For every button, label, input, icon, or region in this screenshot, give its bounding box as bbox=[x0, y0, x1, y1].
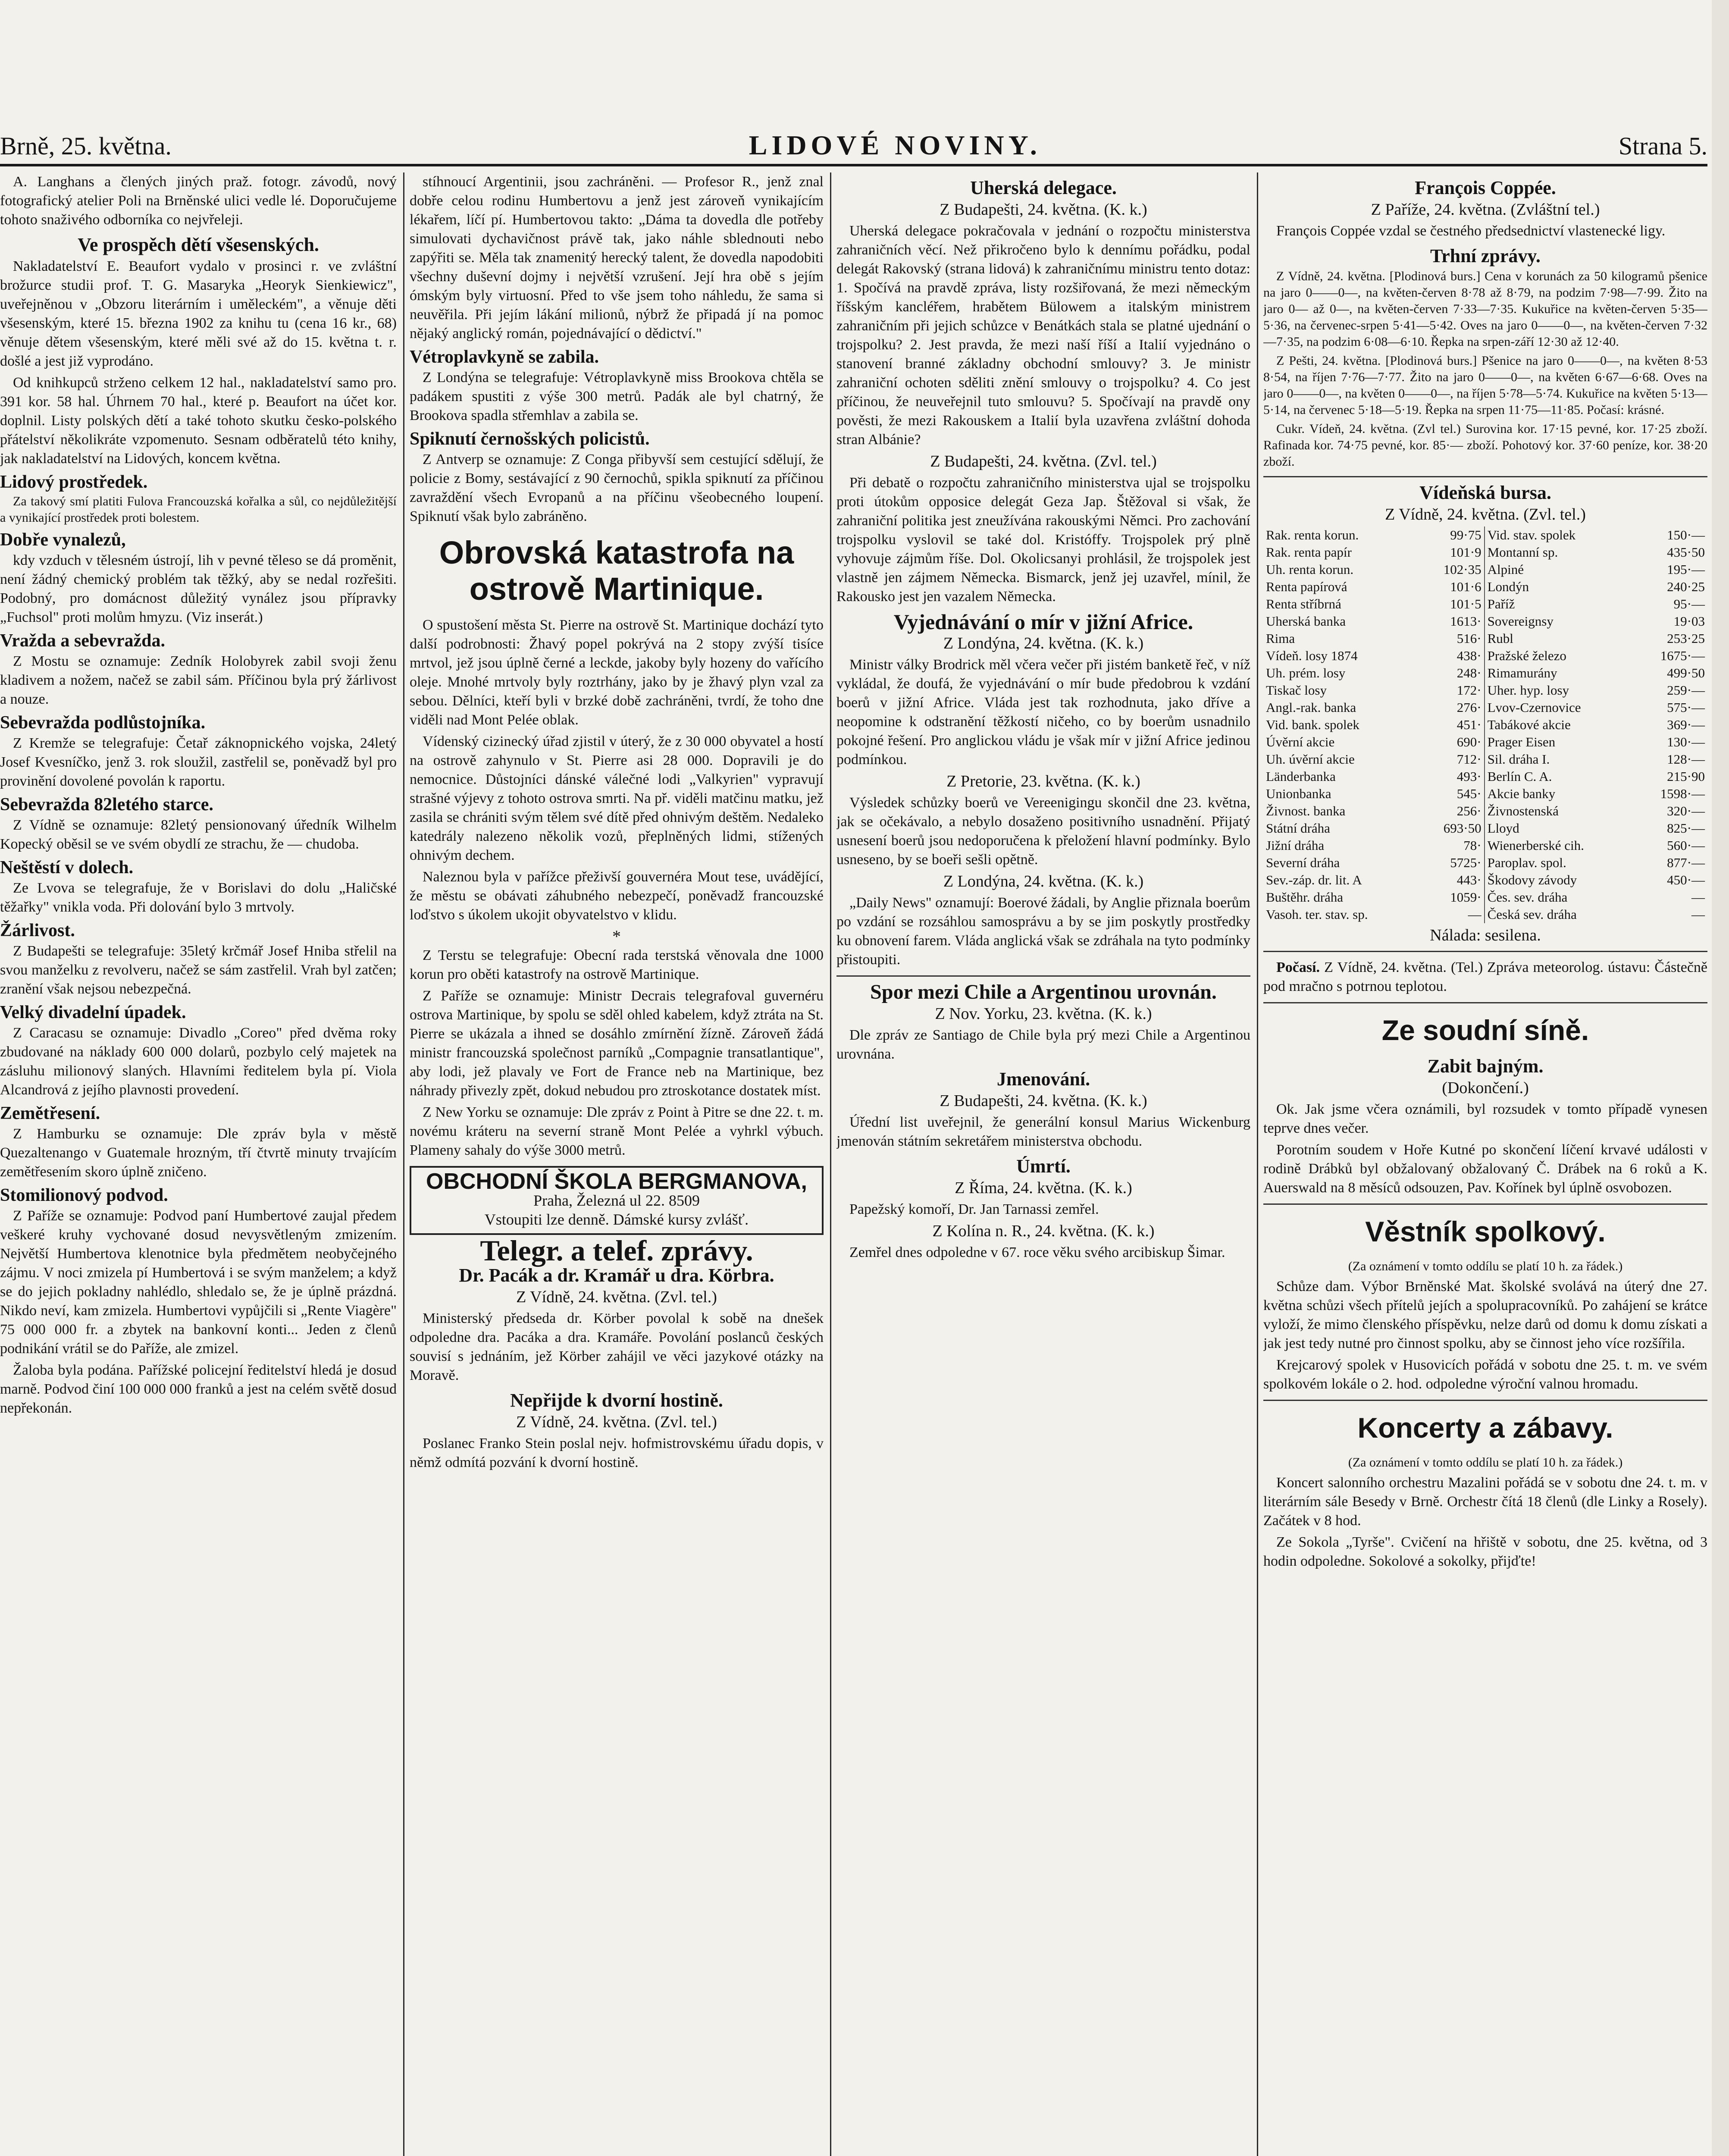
security-price: 101·6 bbox=[1421, 578, 1485, 595]
bourse-row bbox=[1263, 630, 1707, 647]
article-heading: Dobře vynalezů, bbox=[0, 530, 126, 550]
security-name: Sil. dráha I. bbox=[1487, 752, 1550, 767]
article-heading: Neštěstí v dolech. bbox=[0, 858, 134, 877]
security-price: 499·50 bbox=[1667, 665, 1705, 680]
security-name: Vasoh. ter. stav. sp. bbox=[1266, 907, 1368, 922]
school-advertisement bbox=[410, 1166, 824, 1235]
article-heading: Úmrtí. bbox=[1016, 1156, 1071, 1177]
security-name: Sev.-záp. dr. lit. A bbox=[1266, 872, 1362, 887]
security-name: Berlín C. A. bbox=[1487, 769, 1552, 784]
page-edge bbox=[1712, 0, 1729, 2156]
dateline: Z Londýna, 24. května. (K. k.) bbox=[943, 634, 1144, 652]
article-heading: Uherská delegace. bbox=[970, 177, 1117, 198]
article-text: O spustošení města St. Pierre na ostrově St. Martinique dochází tyto další podrobnosti: Žhavý popel pokrývá na 2 stopy zvýší tisíce mrtvol, jež jsou úplně černé a leckde, jakoby byly hozeny do vařícího oleje. Mnohé mrtvoly byly roztrhány, jako by je žhavý plyn vzal za sebou. Dělníci, kteří byli v brzké době zachráněni, tvrdí, že toho dne viděli nad Mont Pelée oblak. bbox=[410, 617, 824, 728]
security-name: Uh. renta korun. bbox=[1266, 562, 1354, 577]
article-text: Vídenský cizinecký úřad zjistil v úterý, že z 30 000 obyvatel a hostí na ostrově zahynulo v St. Pierre asi 28 000. Dopravili je do nemocnice. Důstojníci dánské válečné lodi „Valkyrien" vypravují strašné výjevy z tohoto ostrova smrti. Na př. viděli matčinu matku, jež zasila se chrániti svým tělem své dítě před ohnivým deštěm. Nedaleko katedrály nalezeno několik vozů, přeplněných lidmi, stížených ohnivým dechem. bbox=[410, 733, 824, 863]
article-heading: Zemětřesení. bbox=[0, 1103, 100, 1123]
article-heading: Nepřijde k dvorní hostině. bbox=[510, 1390, 723, 1411]
article-text: Z Paříže se oznamuje: Ministr Decrais telegrafoval guvernéru ostrova Martinique, by spolu se sděl ohled kabelem, když ztráta na St. Pierre se ukázala a ihned se dosáhlo zmírnění žízně. Zároveň žádá ministr francouzská společnost parníků „Compagnie transatlantique", aby lodi, jež plavaly ve Fort de France neb na Martinique, bez náhrady přivezly zpět, dokud nebudou pro ztroskotance dostatek míst. bbox=[410, 988, 824, 1099]
security-name: Vid. stav. spolek bbox=[1487, 527, 1576, 542]
bourse-row bbox=[1263, 613, 1707, 630]
security-price: 1059· bbox=[1421, 889, 1485, 906]
bourse-row bbox=[1263, 578, 1707, 595]
pricing-note: (Za oznámení v tomto oddílu se platí 10 h. za řádek.) bbox=[1348, 1259, 1623, 1273]
security-price: 259·— bbox=[1667, 683, 1705, 698]
article-heading: Vétroplavkyně se zabila. bbox=[410, 347, 599, 367]
masthead bbox=[0, 129, 1707, 160]
article-heading: Jmenování. bbox=[996, 1069, 1090, 1090]
column-2 bbox=[410, 172, 824, 2156]
dateline: Z Paříže, 24. května. (Zvláštní tel.) bbox=[1371, 201, 1600, 219]
security-name: Čes. sev. dráha bbox=[1487, 890, 1568, 905]
security-name: Renta papírová bbox=[1266, 579, 1347, 594]
security-price: 253·25 bbox=[1667, 631, 1705, 646]
security-price: — bbox=[1421, 906, 1485, 923]
dateline: Z Říma, 24. května. (K. k.) bbox=[955, 1179, 1132, 1197]
article-text: Ministr války Brodrick měl včera večer při jistém banketě řeč, v níž vykládal, že doufá, že vyjednávání o mír bude předobrou k vzdání boerů v jižní Africe. Vláda jest tak rozhodnuta, jako dříve a neopomine k odstranění těžkostí ničeho, co by boerům usnadnilo pokojné řešení. Pro anglickou vládu je však mír v jižní Africe jedinou podmínkou. bbox=[836, 657, 1250, 768]
column-4 bbox=[1263, 172, 1707, 2156]
market-report: Z Pešti, 24. května. [Plodinová burs.] Pšenice na jaro 0——0—, na květen 8·53 8·54, na říjen 7·76—7·77. Žito na jaro 0——0—, na květen 6·67—6·68. Oves na jaro 0——0—, na květen 0——0—, na říjen 5·78—5·74. Kukuřice na květen 5·13—5·14, na červenec 5·18—5·19. Řepka na srpen 11·75—11·85. Počasí: krásné. bbox=[1263, 354, 1707, 417]
article-text: Ok. Jak jsme včera oznámili, byl rozsudek v tomto případě vynesen teprve dnes večer. bbox=[1263, 1101, 1707, 1136]
article-text: Z Hamburku se oznamuje: Dle zpráv byla v městě Quezaltenango v Guatemale hrozným, tří čtvrtě minuty trvajícím zemětřesením skoro úplně zničeno. bbox=[0, 1126, 397, 1180]
security-price: 560·— bbox=[1667, 838, 1705, 853]
security-name: Rak. renta papír bbox=[1266, 545, 1352, 560]
bourse-row bbox=[1263, 664, 1707, 682]
security-price: 150·— bbox=[1667, 527, 1705, 542]
dateline: Z Nov. Yorku, 23. května. (K. k.) bbox=[935, 1005, 1152, 1023]
article-heading: Velký divadelní úpadek. bbox=[0, 1003, 186, 1022]
article-heading: Sebevražda podlůstojníka. bbox=[0, 713, 206, 733]
dateline: Z Kolína n. R., 24. května. (K. k.) bbox=[932, 1222, 1155, 1240]
article-text: Z Londýna se telegrafuje: Vétroplavkyně miss Brookova chtěla se padákem spustiti z výše 300 metrů. Padák ale byl chatrný, že Brookova spadla střemhlav a zabila se. bbox=[410, 370, 824, 423]
security-name: Unionbanka bbox=[1266, 786, 1331, 801]
dateline: Z Vídně, 24. května. (Zvl. tel.) bbox=[516, 1288, 717, 1306]
section-headline: Telegr. a telef. zprávy. bbox=[480, 1234, 753, 1267]
article-text: Z Vídně se oznamuje: 82letý pensionovaný úředník Wilhelm Kopecký oběsil se ve svém obydlí ze strachu, že — chudoba. bbox=[0, 817, 397, 852]
article-heading: Stomilionový podvod. bbox=[0, 1185, 168, 1205]
security-price: 128·— bbox=[1667, 752, 1705, 767]
article-text: Ze Sokola „Tyrše". Cvičení na hřiště v sobotu, dne 25. května, od 3 hodin odpoledne. Sokolové a sokolky, přijďte! bbox=[1263, 1534, 1707, 1569]
security-name: Paroplav. spol. bbox=[1487, 855, 1566, 870]
section-headline: Vyjednávání o mír v jižní Africe. bbox=[893, 610, 1193, 634]
security-name: Länderbanka bbox=[1266, 769, 1336, 784]
article-text: Nakladatelství E. Beaufort vydalo v prosinci r. ve zvláštní brožurce studii prof. T. G. Masaryka „Heoryk Sienkiewicz", uveřejněnou v „Obzoru literárním i uměleckém", a věnuje děti všesenským, které 15. března 1902 za knihu tu (cena 16 kr., 68) věnuje dětem všesenským, které měli své až do 15. května t. r. došlé a jest již vyprodáno. bbox=[0, 258, 397, 369]
security-price: 575·— bbox=[1667, 700, 1705, 715]
ad-note: Vstoupiti lze denně. Dámské kursy zvlášť. bbox=[484, 1211, 749, 1228]
security-name: Živnost. banka bbox=[1266, 803, 1346, 818]
article-text: Z Mostu se oznamuje: Zedník Holobyrek zabil svoji ženu kladivem a nožem, načež se zabil sám. Příčinou byla prý žárlivost a nouze. bbox=[0, 653, 397, 707]
security-price: 693·50 bbox=[1421, 820, 1485, 837]
security-name: Tiskač losy bbox=[1266, 683, 1327, 698]
divider bbox=[1263, 1203, 1707, 1205]
article-text: Úřední list uveřejnil, že generální konsul Marius Wickenburg jmenován státním sekretářem ministerstva obchodu. bbox=[836, 1114, 1250, 1149]
security-price: 450·— bbox=[1667, 872, 1705, 887]
article-text: Z Antverp se oznamuje: Z Conga přibyvší sem cestující sdělují, že policie z Bomy, sestávající z 90 černochů, spikla spiknutí za příčinou zavraždění všech Evropanů a na příčinu všeobecného loupení. Spiknutí však bylo zabráněno. bbox=[410, 451, 824, 524]
security-price: 1598·— bbox=[1660, 786, 1705, 801]
divider bbox=[1263, 476, 1707, 477]
article-text: Koncert salonního orchestru Mazalini pořádá se v sobotu dne 24. t. m. v literárním sále Besedy v Brně. Orchestr čítá 18 členů (dle Linky a Rosely). Začátek v 8 hod. bbox=[1263, 1475, 1707, 1529]
security-price: 712· bbox=[1421, 751, 1485, 768]
article-heading: Sebevražda 82letého starce. bbox=[0, 795, 213, 815]
article-text: Ze Lvova se telegrafuje, že v Borislavi do dolu „Haličské těžařky" vnikla voda. Při dolování bylo 3 mrtvoly. bbox=[0, 880, 397, 915]
security-name: Uherská banka bbox=[1266, 614, 1346, 629]
security-price: 248· bbox=[1421, 664, 1485, 682]
security-name: Lloyd bbox=[1487, 821, 1519, 836]
column-1 bbox=[0, 172, 397, 2156]
divider bbox=[1263, 951, 1707, 952]
dateline: Z Budapešti, 24. května. (K. k.) bbox=[940, 1092, 1147, 1110]
bourse-row bbox=[1263, 733, 1707, 751]
security-price: 1613· bbox=[1421, 613, 1485, 630]
security-price: 877·— bbox=[1667, 855, 1705, 870]
dateline: Z Budapešti, 24. května. (Zvl. tel.) bbox=[930, 452, 1157, 470]
page-number: Strana 5. bbox=[1618, 132, 1707, 160]
bourse-note: Nálada: sesilena. bbox=[1430, 926, 1541, 944]
article-heading: Dr. Pacák a dr. Kramář u dra. Körbra. bbox=[459, 1265, 774, 1286]
bourse-row bbox=[1263, 595, 1707, 613]
article-text: Zemřel dnes odpoledne v 67. roce věku svého arcibiskup Šimar. bbox=[849, 1244, 1225, 1260]
security-name: Pražské železo bbox=[1487, 648, 1566, 663]
bourse-row bbox=[1263, 526, 1707, 544]
ad-number: 8509 bbox=[668, 1192, 700, 1209]
security-price: — bbox=[1691, 890, 1705, 905]
article-text: Z Budapešti se telegrafuje: 35letý krčmář Josef Hniba střelil na svou manželku z revolveru, načež se sám zastřelil. Vrah byl zatčen; zranění však nejsou nebezpečná. bbox=[0, 943, 397, 997]
security-price: 95·— bbox=[1673, 596, 1705, 611]
security-name: Živnostenská bbox=[1487, 803, 1559, 818]
section-headline: Koncerty a zábavy. bbox=[1357, 1412, 1613, 1444]
article-heading: Lidový prostředek. bbox=[0, 472, 148, 492]
article-text: Poslanec Franko Stein poslal nejv. hofmistrovskému úřadu dopis, v němž odmítá pozvání k dvorní hostině. bbox=[410, 1435, 824, 1470]
column-3 bbox=[836, 172, 1250, 2156]
article-heading: Žárlivost. bbox=[0, 921, 75, 940]
security-price: 690· bbox=[1421, 733, 1485, 751]
bourse-row bbox=[1263, 854, 1707, 871]
ad-address: Praha, Železná ul 22. 8509 bbox=[533, 1192, 700, 1209]
security-price: 1675·— bbox=[1660, 648, 1705, 663]
security-name: Londýn bbox=[1487, 579, 1529, 594]
bourse-row bbox=[1263, 768, 1707, 785]
security-name: Státní dráha bbox=[1266, 821, 1330, 836]
security-price: 443· bbox=[1421, 871, 1485, 889]
security-name: Akcie banky bbox=[1487, 786, 1556, 801]
security-price: 78· bbox=[1421, 837, 1485, 854]
bourse-row bbox=[1263, 716, 1707, 733]
article-heading: Trhní zprávy. bbox=[1430, 245, 1541, 266]
bourse-row bbox=[1263, 871, 1707, 889]
security-price: — bbox=[1691, 907, 1705, 922]
column-divider bbox=[830, 172, 831, 2156]
security-name: Jižní dráha bbox=[1266, 838, 1325, 853]
article-heading: Spiknutí černošských policistů. bbox=[410, 429, 650, 449]
security-name: Angl.-rak. banka bbox=[1266, 700, 1356, 715]
security-price: 276· bbox=[1421, 699, 1485, 716]
weather-heading: Počasí. bbox=[1276, 959, 1320, 975]
article-text: Porotním soudem v Hoře Kutné po skončení líčení krvavé události v rodině Drábků byl obžalovaný obžalovaný Č. Drábek na 6 roků a K. Auerswald na 8 měsíců odsouzen, Pav. Kořínek byl úplně osvobozen. bbox=[1263, 1142, 1707, 1196]
article-text: A. Langhans a člených jiných praž. fotogr. závodů, nový fotografický atelier Poli na Brněnské ulici vedle lé. Doporučujeme tohoto snaživého odborníka co nejvřeleji. bbox=[0, 174, 397, 228]
security-price: 435·50 bbox=[1667, 545, 1705, 560]
security-price: 320·— bbox=[1667, 803, 1705, 818]
security-name: Česká sev. dráha bbox=[1487, 907, 1577, 922]
article-text: Z Kremže se telegrafuje: Četař záknopnického vojska, 24letý Josef Kvesníčko, jenž 3. rok sloužil, zastřelil se, poněvadž byl pro provinění dovolené povolán k raportu. bbox=[0, 735, 397, 789]
dateline: Z Londýna, 24. května. (K. k.) bbox=[943, 872, 1144, 890]
article-text: Při debatě o rozpočtu zahraničního ministerstva ujal se trojspolku proti útokům opposice delegát Geza Jap. Štěžoval si však, že zahraniční politika jest zneužívána rakouskými Němci. Pro zachování trojspolku vyslovil se také dol. Kristóffy. Trojspolek prý plně vyhovuje zájmům říše. Dol. Okolicsanyi prohlásil, že trojspolek jest vlastně jen zájmem Německa. Bismarck, jenž jej uzavřel, mínil, že Rakousko jest jen vazalem Německa. bbox=[836, 475, 1250, 605]
bourse-table bbox=[1263, 526, 1707, 923]
divider bbox=[1263, 1400, 1707, 1401]
bourse-row bbox=[1263, 785, 1707, 802]
issue-date: Brně, 25. května. bbox=[0, 132, 172, 160]
security-price: 102·35 bbox=[1421, 561, 1485, 578]
article-text: François Coppée vzdal se čestného předsednictví vlastenecké ligy. bbox=[1276, 223, 1666, 239]
security-name: Rak. renta korun. bbox=[1266, 527, 1359, 542]
dateline: Z Pretorie, 23. května. (K. k.) bbox=[946, 772, 1140, 790]
bourse-row bbox=[1263, 889, 1707, 906]
security-name: Uh. prém. losy bbox=[1266, 665, 1346, 680]
article-subheading: (Dokončení.) bbox=[1442, 1079, 1529, 1097]
article-text: Z Caracasu se oznamuje: Divadlo „Coreo" před dvěma roky zbudované na náklady 600 000 dolarů, pozbylo celý majetek na zásluhu milionový slaných. Hlavními ředitelem byla pí. Viola Alcandrová z jejího plavnosti provedení. bbox=[0, 1025, 397, 1098]
article-text: Uherská delegace pokračovala v jednání o rozpočtu ministerstva zahraničních věcí. Než přikročeno bylo k dennímu pořádku, podal delegát Rakovský (strana lidová) k zahraničnímu ministru tento dotaz: 1. Spočívá na pravdě zpráva, listy rozšiřovaná, že mezi německým říšským kancléřem, hrabětem Bülowem a italským ministrem zahraničním při jejich schůzce v Benátkách stala se platné ujednání o trojspolku? 2. Jest pravda, že mezi naší říší a Italií vyjednáno o stanovení branné základny obchodní smlouvy? 3. Je ministr zahraniční ochoten sděliti znění smlouvy o trojspolku? 4. Co jest příčinou, že neuveřejnil tuto smlouvu? 5. Spočívají na pravdě ony pověsti, že mezi Rakouskem a Italií byla uzavřena zvláštní dohoda stran Albánie? bbox=[836, 223, 1250, 448]
masthead-rule bbox=[0, 164, 1707, 166]
dateline: Z Vídně, 24. května. (Zvl. tel.) bbox=[1385, 505, 1586, 523]
bourse-row bbox=[1263, 751, 1707, 768]
weather-report: Počasí. Z Vídně, 24. května. (Tel.) Zpráva meteorolog. ústavu: Částečně pod mračno s potrnou teplotou. bbox=[1263, 959, 1707, 994]
article-text: Ministerský předseda dr. Körber povolal k sobě na dnešek odpoledne dra. Pacáka a dra. Kramáře. Povolání poslanců českých souvisí s jednáním, jež Körber zahájil ve věci jazykové otázky na Moravě. bbox=[410, 1310, 824, 1383]
divider bbox=[1263, 1002, 1707, 1003]
article-heading: Zabit bajným. bbox=[1427, 1056, 1544, 1077]
divider bbox=[836, 975, 1250, 977]
article-heading: Vídeňská bursa. bbox=[1419, 482, 1551, 503]
article-text: stíhnoucí Argentinii, jsou zachráněni. — Profesor R., jenž znal dobře celou rodinu Humbertovu a jenž jest zároveň vynikajícím lékařem, líčí pí. Humbertovou takto: „Dáma ta dovedla dle potřeby simulovati dychavičnost právě tak, jako náhle sblednouti nebo zapýřiti se. Měla tak znamenitý herecký talent, že dovedla napodobiti všechny duševní dojmy i největší vzrušení. Její hra obě s jejím ómským byly virtuosní. Před to vše jsem toho náhledu, že sama si neuvěřila. Při jejím lákání milionů, nýbrž že připadá jí na pomoc nějaký anglický román, pojednávající o dědictví." bbox=[410, 174, 824, 342]
security-price: 256· bbox=[1421, 802, 1485, 820]
article-text: Dle zpráv ze Santiago de Chile byla prý mezi Chile a Argentinou urovnána. bbox=[836, 1027, 1250, 1062]
security-price: 240·25 bbox=[1667, 579, 1705, 594]
bourse-row bbox=[1263, 699, 1707, 716]
security-name: Uher. hyp. losy bbox=[1487, 683, 1569, 698]
security-price: 99·75 bbox=[1421, 526, 1485, 544]
security-price: 516· bbox=[1421, 630, 1485, 647]
section-headline: Věstník spolkový. bbox=[1365, 1216, 1606, 1247]
security-name: Buštěhr. dráha bbox=[1266, 890, 1344, 905]
bourse-row bbox=[1263, 837, 1707, 854]
section-headline: Ze soudní síně. bbox=[1381, 1014, 1589, 1046]
article-text: Krejcarový spolek v Husovicích pořádá v sobotu dne 25. t. m. ve svém spolkovém lokále o 2. hod. odpoledne výroční valnou hromadu. bbox=[1263, 1357, 1707, 1392]
security-price: 130·— bbox=[1667, 734, 1705, 749]
security-price: 451· bbox=[1421, 716, 1485, 733]
bourse-row bbox=[1263, 906, 1707, 923]
bourse-row bbox=[1263, 802, 1707, 820]
column-divider bbox=[1257, 172, 1258, 2156]
security-price: 195·— bbox=[1667, 562, 1705, 577]
article-text: kdy vzduch v tělesném ústrojí, lih v pevné těleso se dá proměnit, není žádný chemický problém tak těžký, aby se nedal rozřešiti. Podobný, pro domácnost důležitý vynález jsou přípravky „Fuchsol" proti molům hmyzu. (Viz inserát.) bbox=[0, 552, 397, 625]
article-heading: Vražda a sebevražda. bbox=[0, 631, 165, 651]
security-price: 825·— bbox=[1667, 821, 1705, 836]
security-name: Škodovy závody bbox=[1487, 872, 1577, 887]
security-name: Úvěrní akcie bbox=[1266, 734, 1335, 749]
bourse-row bbox=[1263, 820, 1707, 837]
security-name: Alpiné bbox=[1487, 562, 1524, 577]
article-text: Od knihkupců strženo celkem 12 hal., nakladatelství samo pro. 391 kor. 58 hal. Úhrnem 70 hal., které p. Beaufort na účet kor. doplnil. Listy polských dětí a také tohoto skutku česko-polského přátelství několikráte vzpomenuto. Sesnam odběratelů této knihy, jak nakladatelství na Lidových, koncem května. bbox=[0, 375, 397, 467]
security-price: 438· bbox=[1421, 647, 1485, 664]
bourse-row bbox=[1263, 544, 1707, 561]
section-separator: * bbox=[612, 927, 621, 946]
security-name: Vídeň. losy 1874 bbox=[1266, 648, 1358, 663]
bourse-row bbox=[1263, 561, 1707, 578]
article-text: Papežský komoří, Dr. Jan Tarnassi zemřel. bbox=[849, 1201, 1099, 1217]
security-price: 493· bbox=[1421, 768, 1485, 785]
security-name: Uh. úvěrní akcie bbox=[1266, 752, 1355, 767]
security-name: Tabákové akcie bbox=[1487, 717, 1571, 732]
security-price: 101·9 bbox=[1421, 544, 1485, 561]
security-price: 172· bbox=[1421, 682, 1485, 699]
dateline: Z Budapešti, 24. května. (K. k.) bbox=[940, 201, 1147, 219]
ad-title: OBCHODNÍ ŠKOLA BERGMANOVA, bbox=[426, 1169, 807, 1194]
article-text: „Daily News" oznamují: Boerové žádali, by Anglie přiznala boerům po vzdání se rozsáhlou samosprávu a by se jim poskytly prostředky ku obnovení farem. Vláda anglická však se zdráhala na tyto podmínky přistoupiti. bbox=[836, 895, 1250, 968]
article-text: Výsledek schůzky boerů ve Vereenigingu skončil dne 23. května, jak se očekávalo, a nebylo dosaženo positivního usnadnění. Přijatý usnesení boerů jsou nedoporučena k přeložení hlavní podmínky. Bylo usneseno, by se boeři sešli opětně. bbox=[836, 795, 1250, 868]
security-name: Sovereignsy bbox=[1487, 614, 1554, 629]
newspaper-title: LIDOVÉ NOVINY. bbox=[749, 130, 1041, 160]
market-report: Z Vídně, 24. května. [Plodinová burs.] Cena v korunách za 50 kilogramů pšenice na jaro 0——0—, na květen-červen 8·78 až 8·79, na podzim 7·98—7·99. Žito na jaro 0— až 0—, na květen-červen 7·33—7·35. Kukuřice na květen-červen 5·35—5·36, na červenec-srpen 5·41—5·42. Oves na jaro 0——0—, na květen-červen 7·32—7·35, na podzim 6·08—6·10. Řepka na srpen-září 12·30 až 12·40. bbox=[1263, 269, 1707, 349]
article-heading: Ve prospěch dětí všesenských. bbox=[78, 234, 319, 255]
security-name: Rubl bbox=[1487, 631, 1513, 646]
market-report: Cukr. Vídeň, 24. května. (Zvl tel.) Surovina kor. 17·15 pevné, kor. 17·25 zboží. Rafinada kor. 74·75 pevné, kor. 85·— zboží. Pohotový kor. 37·60 peníze, kor. 38·20 zboží. bbox=[1263, 422, 1707, 469]
security-price: 101·5 bbox=[1421, 595, 1485, 613]
security-price: 215·90 bbox=[1667, 769, 1705, 784]
bourse-row bbox=[1263, 647, 1707, 664]
security-name: Vid. bank. spolek bbox=[1266, 717, 1359, 732]
security-name: Severní dráha bbox=[1266, 855, 1340, 870]
section-headline: Spor mezi Chile a Argentinou urovnán. bbox=[870, 981, 1217, 1003]
article-text: Žaloba byla podána. Pařížské policejní ředitelství hledá je dosud marně. Podvod činí 100 000 000 franků a jest na celém světě dosud nepřekonán. bbox=[0, 1362, 397, 1416]
security-price: 369·— bbox=[1667, 717, 1705, 732]
dateline: Z Vídně, 24. května. (Zvl. tel.) bbox=[516, 1413, 717, 1431]
pricing-note: (Za oznámení v tomto oddílu se platí 10 h. za řádek.) bbox=[1348, 1455, 1623, 1470]
security-name: Rimamurány bbox=[1487, 665, 1557, 680]
article-text: Z Terstu se telegrafuje: Obecní rada terstská věnovala dne 1000 korun pro oběti katastrofy na ostrově Martinique. bbox=[410, 947, 824, 982]
security-name: Rima bbox=[1266, 631, 1295, 646]
article-text: Naleznou byla v pařížce přeživší gouvernéra Mout tese, uvádějící, že městu se obávati záhubného nebezpečí, poněvadž francouzské loďstvo s úkolem ukojit obyvatelstvo v klidu. bbox=[410, 869, 824, 923]
article-text: Schůze dam. Výbor Brněnské Mat. školské svolává na úterý dne 27. května schůzi všech přítelů jejích a spolupracovníků. Po zahájení se krátce vyloží, že mimo členského příspěvku, nelze darů od domu k domu získati a jak jest tedy nutné pro činnost spolku, aby se činnost jeho více rozšířila. bbox=[1263, 1279, 1707, 1351]
column-divider bbox=[403, 172, 404, 2156]
security-price: 5725· bbox=[1421, 854, 1485, 871]
security-name: Montanní sp. bbox=[1487, 545, 1558, 560]
bourse-row bbox=[1263, 682, 1707, 699]
advertisement-text: Za takový smí platiti Fulova Francouzská kořalka a sůl, co nejdůležitější a vynikající prostředek proti bolestem. bbox=[0, 494, 397, 525]
security-name: Renta stříbrná bbox=[1266, 596, 1341, 611]
security-name: Prager Eisen bbox=[1487, 734, 1556, 749]
section-headline: Obrovská katastrofa na ostrově Martinique. bbox=[439, 535, 794, 607]
security-price: 19·03 bbox=[1673, 614, 1705, 629]
article-heading: François Coppée. bbox=[1415, 177, 1556, 198]
article-text: Z Paříže se oznamuje: Podvod paní Humbertové zaujal předem veškeré kruhy vychované dosud nevysvětleným zmizením. Největší Humbertova klenotnice byla předmětem neobyčejného zájmu. V noci zmizela pí Humbertová i se svým manželem; a když se do jejich pokladny nahlédlo, shledalo se, že je úplně prázdná. Nikdo neví, kam zmizela. Humbertovi vypůjčili si „Rente Viagère" 75 000 000 fr. a zbytek na bankovní konti... Jeden z členů podnikání vrátil se do Paříže, ale zmizel. bbox=[0, 1208, 397, 1357]
security-name: Wienerberské cih. bbox=[1487, 838, 1584, 853]
security-name: Lvov-Czernovice bbox=[1487, 700, 1581, 715]
security-price: 545· bbox=[1421, 785, 1485, 802]
article-text: Z New Yorku se oznamuje: Dle zpráv z Point à Pitre se dne 22. t. m. novému kráteru na severní straně Mont Pelée a vyhrkl výbuch. Plameny sahaly do výše 3000 metrů. bbox=[410, 1104, 824, 1158]
security-name: Paříž bbox=[1487, 596, 1515, 611]
